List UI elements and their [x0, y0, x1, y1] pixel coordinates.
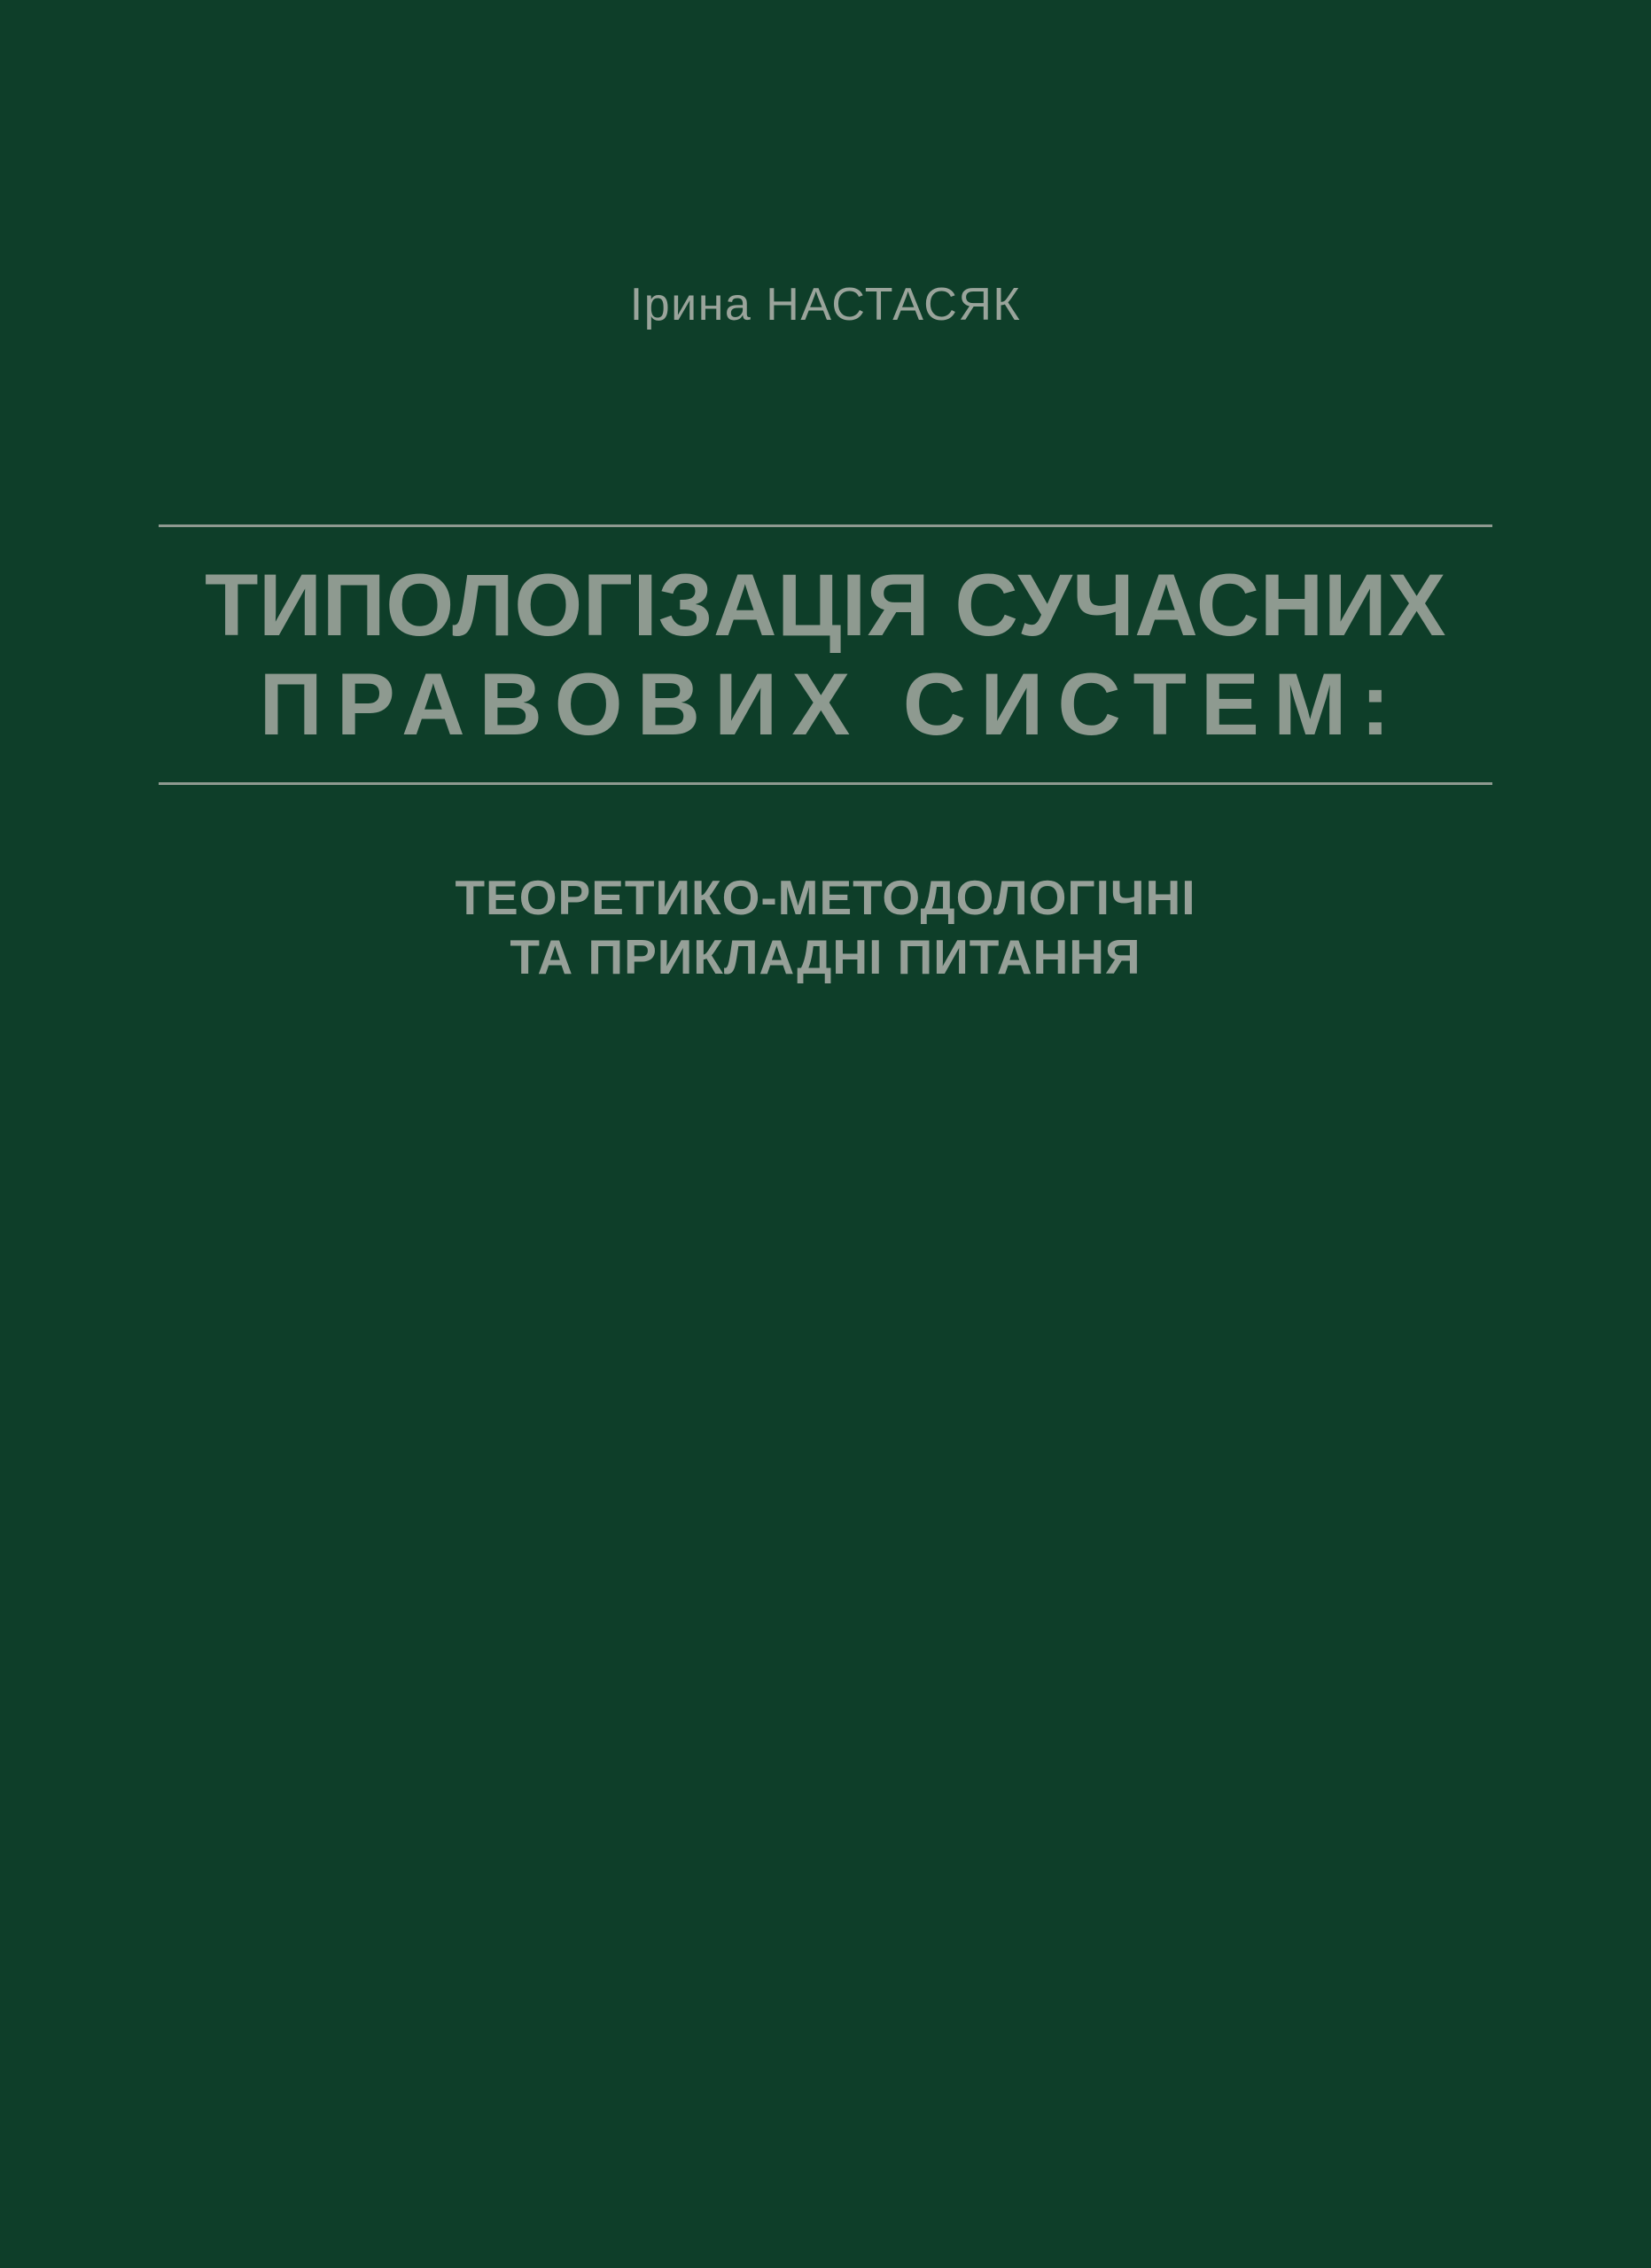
title-block [159, 524, 1492, 785]
book-title-line-1: ТИПОЛОГІЗАЦІЯ СУЧАСНИХ [205, 555, 1446, 654]
book-subtitle-line-2: ТА ПРИКЛАДНІ ПИТАННЯ [510, 928, 1141, 984]
book-subtitle [455, 868, 1195, 987]
title-top-rule [159, 524, 1492, 527]
author-name: Ірина НАСТАСЯК [629, 279, 1022, 330]
title-bottom-rule [159, 782, 1492, 785]
book-subtitle-line-1: ТЕОРЕТИКО-МЕТОДОЛОГІЧНІ [455, 869, 1196, 925]
book-title-line-2: ПРАВОВИХ СИСТЕМ: [259, 654, 1405, 753]
